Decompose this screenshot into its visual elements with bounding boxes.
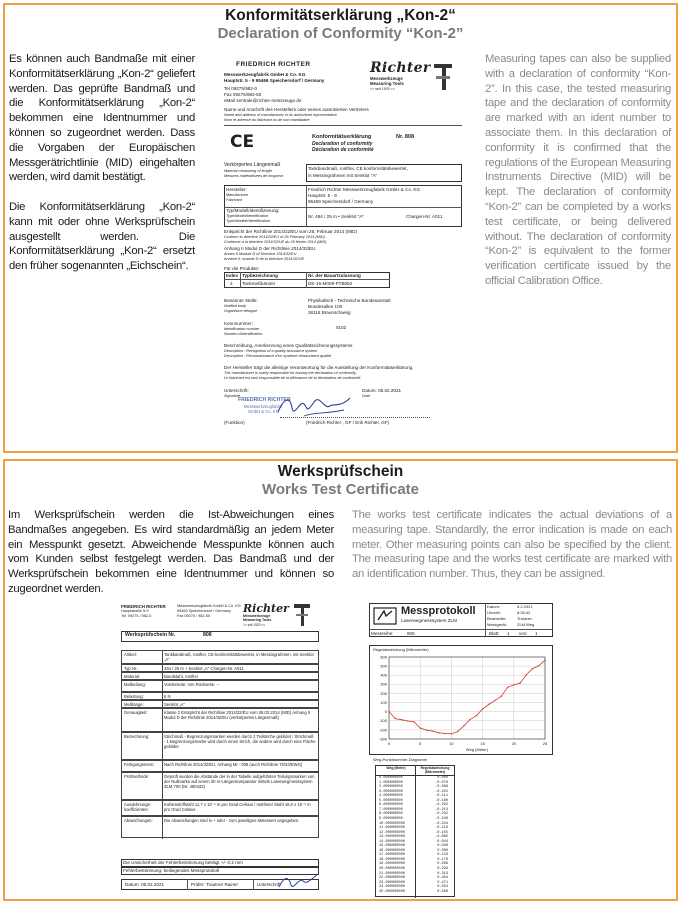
- y-tick-label: -200: [378, 727, 387, 733]
- y-tick-label: -300: [378, 736, 387, 742]
- row-value: Klasse 2 Entspricht der Richtlinie 2014/32/EU vom 26.02.2014 (MID) Anhang II Modul D der Richtlinie 2014/32/EU (verkörpertes Längenmaß): [164, 710, 311, 720]
- table-cell: 0.000: [437, 776, 448, 780]
- text-de: Im Werksprüfschein werden die Ist-Abweichungen eines Bandmaßes angegeben. Es wird standardmäßig an jedem Meter ein Messpunkt gesetzt. Abweichende Messpunkte können auch vom Kunden selbst festgelegt werden. Das Bandmaß und der Werksprüfschein bekommen eine Identnummer und können so zugeordnet werden.: [8, 509, 334, 595]
- table-cell: 0.471: [437, 880, 448, 885]
- richter-logo: [370, 60, 458, 94]
- table-cell: 13.000000000: [379, 835, 405, 840]
- id-number-label: Kennnummer:: [224, 321, 253, 326]
- table-cell: 19.000000000: [379, 862, 405, 867]
- instrument-value: in Messingrahmen mit Senklot "A": [308, 173, 378, 178]
- data-point: [388, 711, 389, 712]
- signature-scribble: [277, 871, 319, 893]
- x-axis-label: Weg (Meter): [465, 747, 489, 752]
- row-value: 494 / 25 m + Senklot „A“ Chargen-Nr. A011: [164, 666, 244, 671]
- table-cell: -0.085: [435, 835, 448, 840]
- annex-text-en: Annex II Module D of Directive 2014/32/EU: [224, 252, 297, 256]
- table-cell: 22.000000000: [379, 876, 405, 881]
- row-value: 6 N: [164, 694, 171, 699]
- table-cell: -0.244: [435, 821, 448, 826]
- attachment-text: Fehlerbestimmung: beiliegendes Messprotokoll: [123, 868, 220, 873]
- y-tick-label: -100: [378, 718, 387, 724]
- x-tick-label: 5: [419, 741, 422, 746]
- data-point: [494, 700, 495, 701]
- meta-value: ZLM Weg: [517, 622, 535, 627]
- meta-label: Bearbeiter:: [487, 616, 507, 621]
- data-point: [407, 720, 408, 721]
- table-cell: -0.232: [435, 812, 448, 817]
- table-cell: DE-16-M008-PTB062: [308, 281, 353, 286]
- row-value: Vorderseite: mm Rückseite: --: [164, 682, 220, 687]
- table-cell: Tankmeßbänder: [242, 281, 276, 286]
- id-number-label-en: Identification number: [224, 327, 260, 331]
- annex-text-fr: Annexe II, module D de la directive 2014/32/UE: [224, 257, 304, 261]
- data-point: [482, 708, 483, 709]
- certificate-number: 808: [203, 632, 212, 638]
- table-cell: 9.000000000: [379, 816, 403, 821]
- table-cell: 0.123: [437, 853, 448, 858]
- protocol-meta: [487, 604, 553, 630]
- certificate-row: [121, 800, 319, 816]
- caliper-logo-icon: [432, 62, 454, 92]
- rep-text: Name and address of manufacturer or its authorised representative: [224, 113, 337, 117]
- data-point: [501, 695, 502, 696]
- table-cell: 0.030: [437, 844, 448, 849]
- row-label: Maßteilung:: [124, 682, 146, 687]
- row-label: Material:: [124, 674, 141, 679]
- table-cell: -0.213: [435, 807, 448, 812]
- meta-label: Datum:: [487, 604, 500, 609]
- table-cell: 2.000000000: [379, 785, 403, 790]
- section-title-de: Konformitätserklärung „Kon-2“: [225, 7, 456, 24]
- y-tick-label: 100: [380, 699, 387, 705]
- data-point: [488, 704, 489, 705]
- table-cell: 18.000000000: [379, 857, 405, 862]
- type-label: Typ/Modell/Identifizierung:: [226, 208, 280, 213]
- protocol-subtitle: Laserwegmesssystem ZLM: [401, 618, 457, 623]
- products-label: Für die Produkte:: [224, 266, 260, 271]
- table-cell: 0.313: [437, 871, 448, 876]
- row-label: Bezeichnung:: [124, 734, 150, 739]
- qs-text-en: Description : Recognition of a quality assurance system: [224, 349, 318, 353]
- row-label: Abweichungen:: [124, 818, 153, 823]
- table-cell: 11.000000000: [379, 826, 405, 831]
- y-tick-label: 600: [380, 654, 387, 660]
- table-cell: 24.000000000: [379, 885, 405, 890]
- stamp-line: FRIEDRICH RICHTER: [238, 397, 291, 403]
- row-label: Artikel:: [124, 652, 137, 657]
- signature-label-en: Signature: [224, 394, 241, 398]
- section-title-en: Works Test Certificate: [262, 481, 419, 498]
- table-cell: 0.504: [437, 885, 448, 890]
- table-cell: -0.111: [435, 794, 448, 799]
- text-en: Measuring tapes can also be supplied with a declaration of conformity “Kon-2”. In this case, the tested measuring tape and the declaration of conformity are marked with an ident number to associate them. In this declaration of conformity it is confirmed that the regulations of the European Measuring Instruments Directive (MID) will be kept. The declaration of conformity “Kon-2” can be completed by a works test certificate, or being delivered without. The declaration of conformity “Kon-2” is equivalent to the former verification certificate issued by the official Calibration Office.: [485, 53, 671, 287]
- table-cell: 1.000000000: [379, 780, 403, 785]
- company-address: Tel. 09275 / 982-0: [121, 614, 152, 618]
- logo-subtitle: Measuring Tools: [370, 81, 404, 86]
- table-cell: 0.404: [437, 876, 448, 881]
- instrument-label-en: Material measuring of length: [224, 169, 272, 173]
- declaration-title: Konformitätserklärung: [312, 134, 372, 140]
- section-title-en: Declaration of Conformity “Kon-2”: [217, 25, 464, 42]
- notified-body-label: Benannte Stelle:: [224, 298, 258, 303]
- table-cell: -0.102: [435, 789, 448, 794]
- certificate-row: [121, 760, 319, 772]
- row-value: Strichmaß - Begrenzungsmarken werden durch 2 Teilstriche gebildet / Strichmaß - 1 Begrenzungsmarke wird durch einen Strich, die andere wird durch eine Fläche gebildet: [164, 734, 316, 749]
- y-tick-label: 400: [380, 672, 387, 678]
- logo-subtitle: >> seit 1920 <<: [370, 87, 395, 91]
- table-cell: -0.155: [435, 830, 448, 835]
- declaration-title-en: Declaration of conformity: [312, 141, 373, 147]
- manufacturer-value: 95469 Speichersdorf / Germany: [308, 199, 374, 204]
- row-label: Fertigungsnorm:: [124, 762, 155, 767]
- table-header: Nr. der Bauartzulassung: [308, 273, 361, 278]
- sheet-value: 1: [507, 631, 510, 636]
- y-tick-label: 200: [380, 690, 387, 696]
- row-label: Meßlänge:: [124, 702, 144, 707]
- row-value: Kohlenstoffstahl 11,7 x 10⁻⁶ m pro Grad Celsius / rostfreier Stahl 16,0 x 10⁻⁶ m pro Grad Celsius: [164, 802, 311, 812]
- table-cell: -0.219: [435, 826, 448, 831]
- company-fax: Fax 09275/982-50: [224, 92, 262, 97]
- date-value: Datum: 05.02.2021: [125, 882, 165, 887]
- logo-subtitle: >> seit 1920 <<: [243, 623, 266, 627]
- table-cell: 4.000000000: [379, 794, 403, 799]
- sheet-label: Blatt:: [489, 631, 500, 636]
- logo-subtitle: Messwerkzeuge: [243, 614, 271, 618]
- data-point: [544, 659, 545, 660]
- table-cell: 15.000000000: [379, 844, 405, 849]
- data-point: [451, 733, 452, 734]
- table-cell: 17.000000000: [379, 853, 405, 858]
- table-header: Typbezeichnung: [242, 273, 278, 278]
- data-point: [538, 665, 539, 666]
- row-value: Bandstahl, rostfrei: [164, 674, 198, 679]
- data-point: [420, 727, 421, 728]
- data-point: [463, 725, 464, 726]
- meta-value: 8:26:42: [517, 610, 531, 615]
- meta-label: Uhrzeit:: [487, 610, 501, 615]
- table-cell: 7.000000000: [379, 807, 403, 812]
- manufacturer-label-fr: Fabricant: [226, 198, 242, 202]
- declaration-document: [220, 57, 466, 433]
- chart-title: Regelabweichung (Mikrometer): [373, 647, 429, 652]
- certificate-row: [121, 816, 319, 838]
- id-number-value: 0102: [336, 325, 347, 330]
- data-point: [519, 682, 520, 683]
- row-value: Geprüft wurden die Abstände der in der Tabelle aufgeführten Teilungsmarken von der Nullmarke auf einem 30 m-Längenkomparator mittels Laserwegmesssystem ZLM 700 (Nr. 490433): [164, 774, 315, 789]
- data-point: [401, 719, 402, 720]
- data-point: [444, 733, 445, 734]
- company-address: Messwerkzeugfabrik GmbH & Co. KG: [177, 604, 241, 608]
- date-value: Datum: 05.02.2021: [362, 388, 402, 393]
- responsibility-text-fr: Le fabricant est seul responsable de la délivrance de la déclaration de conformité.: [224, 376, 362, 380]
- table-cell: 10.000000000: [379, 821, 405, 826]
- y-tick-label: 0: [384, 709, 387, 715]
- instrument-value: Tankbandmaß, rostfrei, CE konformitätsbewertet,: [308, 166, 408, 171]
- column-header: Regelabweichung (Mikrometer): [420, 766, 450, 774]
- company-name: FRIEDRICH RICHTER: [236, 61, 311, 68]
- notified-body-value: Physikalisch - Technische Bundesanstalt: [308, 298, 391, 303]
- table-cell: 0.080: [437, 848, 448, 853]
- table-cell: 2: [230, 281, 233, 286]
- richter-logo: [243, 602, 319, 628]
- y-tick-label: 300: [380, 681, 387, 687]
- table-cell: 6.000000000: [379, 803, 403, 808]
- notified-body-label-fr: Organisme désigné: [224, 309, 257, 313]
- data-point: [476, 715, 477, 716]
- table-cell: -0.180: [435, 798, 448, 803]
- zlm-logo-icon: [373, 607, 397, 625]
- certificate-row: [121, 650, 319, 664]
- directive-text-en: Conform to directive 2014/32/EU of 26 February 2014 (MID): [224, 235, 325, 239]
- row-value: Die Abweichungen sind in + oder - zum jeweiligen Meterwert angegeben.: [164, 818, 300, 823]
- meta-label: Messgerät:: [487, 622, 507, 627]
- function-label: (Funktion): [224, 420, 245, 425]
- certificate-row: [121, 708, 319, 732]
- series-line: [389, 660, 545, 734]
- logo-text: Richter: [370, 60, 431, 76]
- qs-text: Beschreibung, Anerkennung eines Qualitätssicherungssystems: [224, 343, 353, 348]
- table-cell: -0.088: [435, 785, 448, 790]
- protocol-title: Messprotokoll: [401, 605, 476, 617]
- company-phone: Tel 09275/982-0: [224, 86, 257, 91]
- signature-label: Unterschrift:: [224, 388, 249, 393]
- responsibility-text: Der Hersteller trägt die alleinige Verantwortung für die Ausstellung der Konformitätserklärung.: [224, 365, 414, 370]
- meta-value: Trautner: [517, 616, 532, 621]
- notified-body-value: Bundesallee 100: [308, 304, 343, 309]
- signature-label: Unterschrift: [257, 882, 281, 887]
- data-point: [513, 684, 514, 685]
- row-label: Ausdehnungs-koeffizienten:: [124, 802, 152, 812]
- certificate-row: [121, 680, 319, 692]
- row-label: Genauigkeit:: [124, 710, 148, 715]
- conformity-section: [3, 3, 678, 453]
- table-cell: 20.000000000: [379, 867, 405, 871]
- x-tick-label: 20: [511, 741, 517, 746]
- manufacturer-label: Hersteller:: [226, 187, 247, 192]
- certificate-rows: [121, 650, 319, 858]
- declaration-number: Nr. 808: [396, 134, 415, 140]
- text-de: [9, 52, 195, 274]
- certificate-row: [121, 772, 319, 800]
- row-label: Typ Nr.:: [124, 666, 139, 671]
- table-cell: 16.000000000: [379, 848, 405, 853]
- table-cell: 25.000000000: [379, 889, 405, 894]
- stamp-line: GmbH & Co. KG: [248, 409, 279, 414]
- company-name: FRIEDRICH RICHTER: [121, 604, 166, 609]
- ce-mark: CE: [230, 132, 255, 152]
- declaration-title-fr: Déclaration de conformité: [312, 147, 374, 153]
- table-cell: 23.000000000: [379, 880, 405, 885]
- manufacturer-value: Hauptstr. 5 - 9: [308, 193, 337, 198]
- data-point: [457, 731, 458, 732]
- sheet-of-value: 1: [535, 631, 538, 636]
- table-cell: 12.000000000: [379, 830, 405, 835]
- works-certificate-document: [119, 601, 323, 899]
- series-label: Messreihe:: [371, 631, 394, 636]
- row-value: Nach Richtlinie 2014/32/EU, Anhang MI - 008 (auch Richtlinie 75/33/EWG): [164, 762, 303, 767]
- function-value: (Friedrich Richter , GF / Erik Richter, GF): [306, 420, 390, 425]
- company-address: Fax 09275 / 982-50: [177, 614, 210, 618]
- company-email: eMail zentrale@richter-messzeuge.de: [224, 98, 302, 103]
- table-cell: 5.000000000: [379, 798, 403, 803]
- table-header: Index: [226, 273, 238, 278]
- table-cell: 3.000000000: [379, 789, 403, 794]
- measurement-protocol-document: [367, 601, 557, 899]
- deviation-chart: [369, 653, 553, 753]
- x-tick-label: 10: [449, 741, 454, 746]
- id-number-label-fr: Numéro d'identification: [224, 332, 263, 336]
- uncertainty-text: Die Unsicherheit der Fehlerbestimmung beträgt +/- 0,2 mm: [123, 860, 243, 865]
- x-tick-label: 0: [387, 741, 391, 746]
- paragraph: Die Konformitätserklärung „Kon-2“ kann mit oder ohne Werksprüfschein ausgestellt werden. Die Konformitätserklärung „Kon-2“ ersetzt den früher sogenannten „Eichschein“.: [9, 200, 195, 273]
- notified-body-value: 38116 Braunschweig: [308, 310, 351, 315]
- row-label: Prüfmethode:: [124, 774, 150, 779]
- plot-area: [389, 657, 545, 739]
- data-point: [426, 729, 427, 730]
- annex-text: Anhang II Modul D der Richtlinie 2014/32/EU: [224, 246, 316, 251]
- data-point: [469, 719, 470, 720]
- directive-text-fr: Conforme à la directive 2014/32/UE du 26 février 2014 (MID): [224, 240, 327, 244]
- notified-body-label-en: Notified body: [224, 304, 247, 308]
- certificate-title: Werksprüfschein Nr.: [125, 632, 176, 638]
- company-address: Messwerkzeugfabrik GmbH & Co. KG: [224, 72, 306, 77]
- meta-value: 5.2.2021: [517, 604, 533, 609]
- table-row: [376, 890, 454, 895]
- certificate-row: [121, 672, 319, 680]
- table-cell: 21.000000000: [379, 871, 405, 876]
- instrument-label-fr: Mesures matérialisées de longueur: [224, 174, 284, 178]
- company-address: Hauptstr. 5 - 9 95469 Speichersdorf / Germany: [224, 78, 325, 83]
- company-address: Hauptstraße 5-9: [121, 609, 149, 613]
- row-value: Senklot „A“: [164, 702, 185, 707]
- data-point: [526, 674, 527, 675]
- table-cell: 0.000000000: [379, 776, 403, 780]
- y-tick-label: 500: [380, 663, 387, 669]
- table-cell: -0.044: [435, 839, 448, 844]
- table-cell: -0.240: [435, 816, 448, 821]
- x-tick-label: 15: [480, 741, 485, 746]
- rep-text: Nom et adresse du fabricant ou de son mandataire: [224, 118, 310, 122]
- company-address: 95469 Speichersdorf / Germany: [177, 609, 231, 613]
- data-point: [532, 668, 533, 669]
- certificate-row: [121, 664, 319, 672]
- type-value: Nr. 494 / 25 m • Senklot "A": [308, 214, 364, 219]
- stamp-line: Messwerkzeugfabrik: [244, 404, 283, 409]
- tester-value: Prüfer: Trautner Rainer: [191, 882, 238, 887]
- certificate-row: [121, 732, 319, 760]
- caliper-logo-icon: [293, 603, 311, 627]
- series-value: 808: [407, 631, 415, 636]
- table-cell: -0.076: [435, 780, 448, 785]
- certificate-row: [121, 700, 319, 708]
- text-en: The works test certificate indicates the actual deviations of a measuring tape. Standardly, the error indication is made on each meter. Other measuring points can also be specified by the client. The measuring tape and the works test certificate are marked with an identification number. Thus, they can be assigned.: [352, 509, 672, 581]
- data-point: [395, 718, 396, 719]
- manufacturer-label-en: Manufacturer: [226, 193, 249, 197]
- row-label: Belastung:: [124, 694, 144, 699]
- section-title-de: Werksprüfschein: [277, 463, 404, 480]
- row-value: Tankbandmaß, rostfrei, CE-konformitätsbewertet, in Messingrahmen, mit Senklot „A“: [164, 652, 314, 662]
- responsibility-text-en: The manufacturer is solely responsible for issuing the declaration of conformity.: [224, 371, 357, 375]
- measurement-table: [375, 765, 455, 897]
- charge-number: Chargen-Nr. A011: [406, 214, 443, 219]
- logo-subtitle: Messwerkzeuge: [370, 76, 403, 81]
- date-label-en: Date: [362, 394, 371, 398]
- sheet-of-label: von:: [519, 631, 528, 636]
- table-cell: 0.566: [437, 889, 448, 894]
- paragraph: Es können auch Bandmaße mit einer Konformitätserklärung „Kon-2“ geliefert werden. Das geprüfte Bandmaß und die Konformitätserklärung „Kon-2“ bekommen eine Identnummer und können so zugeordnet werden. Dass die Vorgaben der Europäischen Messgerätrichtlinie (MID) eingehalten werden, wird damit bestätigt.: [9, 53, 195, 184]
- table-cell: 14.000000000: [379, 839, 405, 844]
- table-cell: 0.266: [437, 862, 448, 867]
- table-cell: -0.202: [435, 803, 448, 808]
- table-cell: 0.170: [437, 857, 448, 862]
- logo-text: Richter: [243, 602, 289, 615]
- works-test-section: [3, 459, 678, 901]
- data-point: [432, 730, 433, 731]
- data-point: [438, 732, 439, 733]
- table-cell: 8.000000000: [379, 812, 403, 817]
- data-point: [413, 721, 414, 722]
- x-tick-label: 25: [542, 741, 548, 746]
- directive-text: Entspricht der Richtlinie 2014/32/EU vom 26. Februar 2014 (MID): [224, 229, 358, 234]
- table-cell: 0.294: [437, 867, 448, 871]
- type-label-fr: Type/Modèle/Identification: [226, 219, 271, 223]
- column-header: Weg (Meter): [386, 766, 406, 770]
- manufacturer-value: Friedrich Richter Messwerkzeugfabrik GmbH & Co. KG: [308, 187, 421, 192]
- chart-caption: Weg-Punktnummer-Diagramm: [373, 757, 428, 762]
- data-point: [507, 687, 508, 688]
- certificate-row: [121, 692, 319, 700]
- qs-text-fr: Description : Reconnaissance d'un système d'assurance qualité: [224, 354, 332, 358]
- instrument-label: Verkörpertes Längenmaß: [224, 162, 281, 168]
- logo-subtitle: Measuring Tools: [243, 618, 272, 622]
- type-label-en: Type/Model/Identification: [226, 214, 268, 218]
- rep-text: Name und Anschrift des Herstellers oder seines autorisierten Vertreters: [224, 107, 369, 112]
